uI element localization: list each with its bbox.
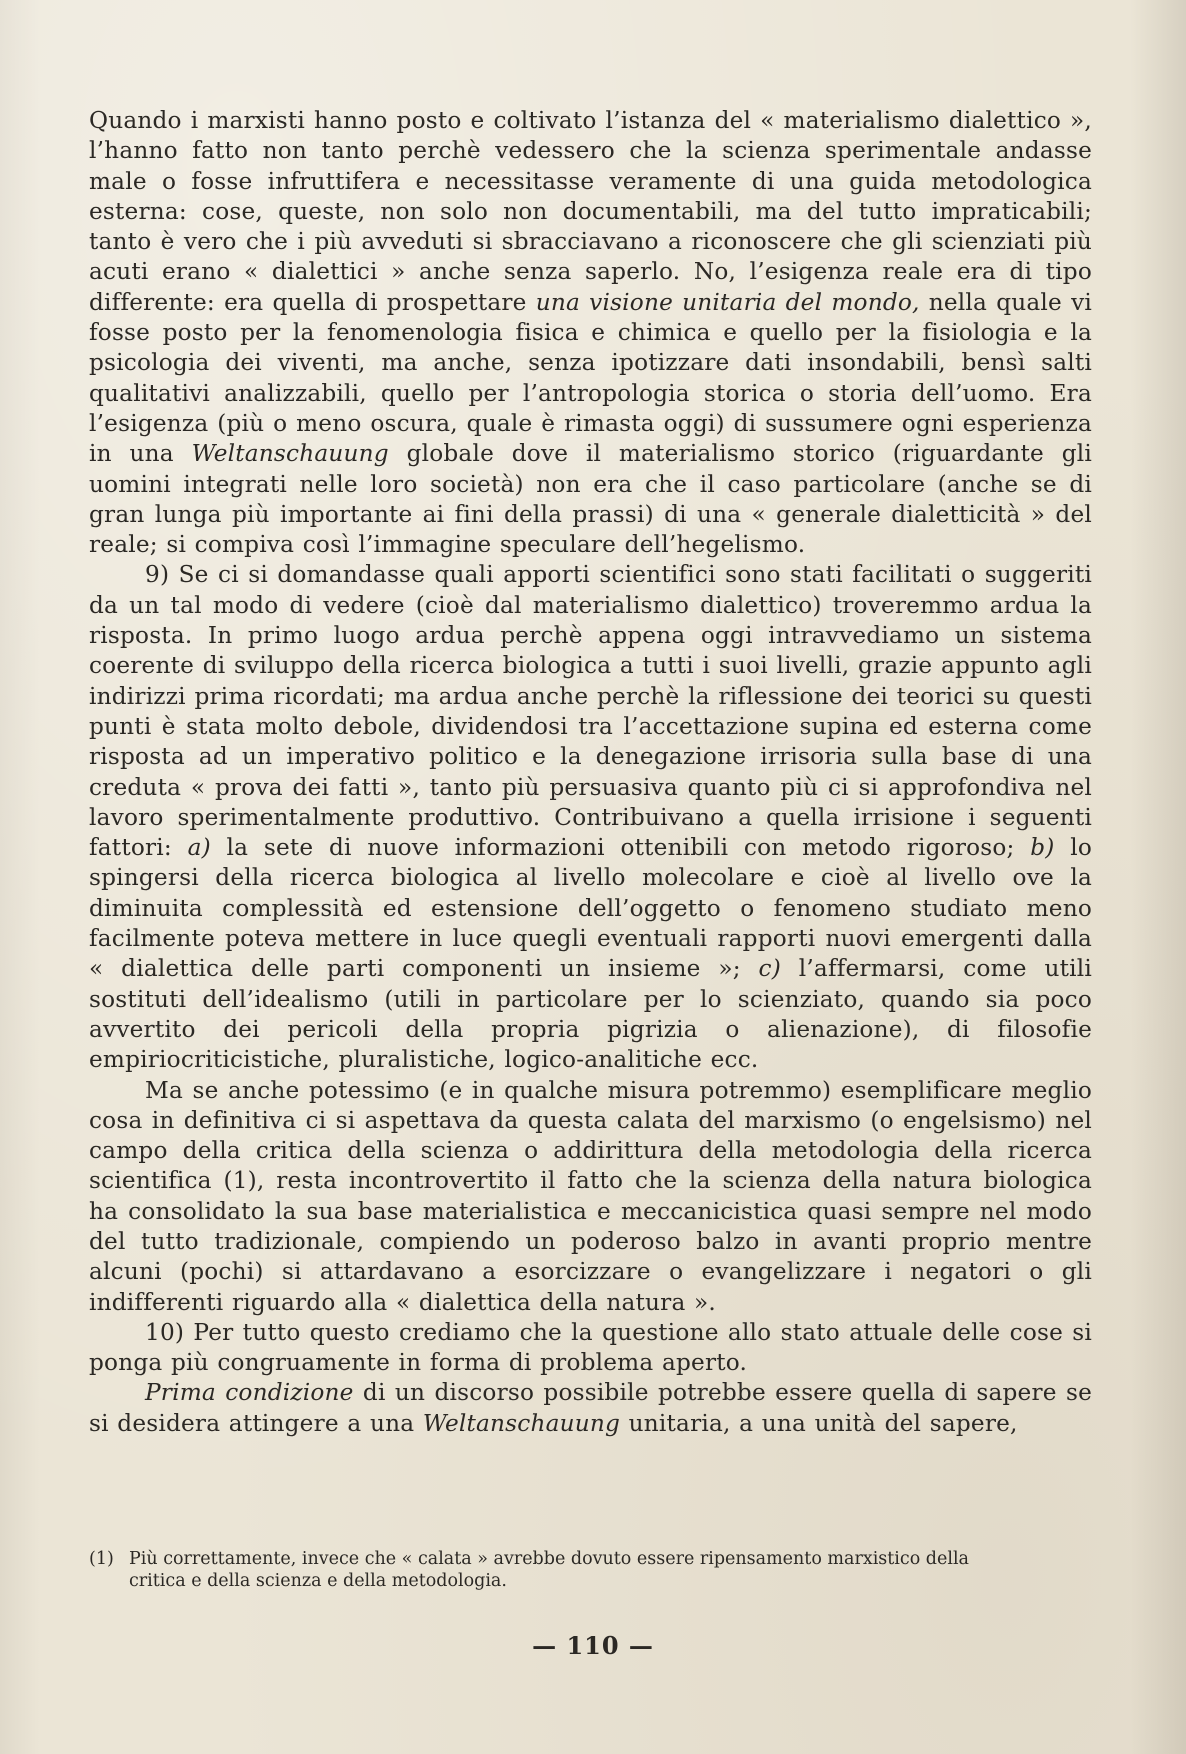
footnote-text-1: Più correttamente, invece che « calata » avrebbe dovuto essere ripensamento marxistico della: [129, 1549, 969, 1569]
body-text: [89, 106, 1092, 1439]
text-segment: l’affermarsi, come utili sostituti dell’idealismo (utili in particolare per lo scienziato, quando sia poco avvertito dei pericoli della propria pigrizia o alienazione), di filosofie empiriocriticistiche, pluralistiche, logico-analitiche ecc.: [89, 955, 1092, 1074]
text-segment: lo spingersi della ricerca biologica al livello molecolare e cioè al livello ove la diminuita complessità ed estensione dell’oggetto o fenomeno studiato meno facilmente poteva mettere in luce quegli eventuali rapporti nuovi emergenti dalla « dialettica delle parti componenti un insieme »;: [89, 834, 1092, 983]
text-segment: globale dove il materialismo storico (riguardante gli uomini integrati nelle loro società) non era che il caso particolare (anche se di gran lunga più importante ai fini della prassi) di una « generale dialetticità » del reale; si compiva così l’immagine speculare dell’hegelismo.: [89, 440, 1093, 559]
text-segment: 10) Per tutto questo crediamo che la questione allo stato attuale delle cose si ponga più congruamente in forma di problema aperto.: [89, 1318, 1092, 1377]
paragraph: [89, 1076, 1092, 1318]
paragraph: [89, 106, 1092, 560]
footnote-line-2: critica e della scienza e della metodologia.: [129, 1571, 507, 1591]
italic-text: Weltanschauung: [191, 440, 389, 468]
text-segment: nella quale vi fosse posto per la fenomenologia fisica e chimica e quello per la fisiologia e la psicologia dei viventi, ma anche, senza ipotizzare dati insondabili, bensì salti qualitativi analizzabili, quello per l’antropologia storica o storia dell’uomo. Era l’esigenza (più o meno oscura, quale è rimasta oggi) di sussumere ogni esperienza in una: [89, 288, 1092, 468]
paragraph: [89, 1318, 1092, 1379]
italic-text: una visione unitaria del mondo,: [535, 288, 920, 316]
text-segment: di un discorso possibile potrebbe essere quella di sapere se si desidera attingere a una: [89, 1379, 1092, 1437]
paragraph: [89, 1378, 1092, 1439]
italic-text: a): [187, 834, 211, 862]
text-segment: Ma se anche potessimo (e in qualche misura potremmo) esemplificare meglio cosa in definitiva ci si aspettava da questa calata del marxismo (o engelsismo) nel campo della critica della scienza o addirittura della metodologia della ricerca scientifica (1), resta incontrovertito il fatto che la scienza della natura biologica ha consolidato la sua base materialistica e meccanicistica quasi sempre nel modo del tutto tradizionale, compiendo un poderoso balzo in avanti proprio mentre alcuni (pochi) si attardavano a esorcizzare o evangelizzare i negatori o gli indifferenti riguardo alla « dialettica della natura ».: [89, 1076, 1092, 1316]
italic-text: c): [758, 955, 781, 983]
footnote: [89, 1548, 1092, 1592]
text-segment: 9) Se ci si domandasse quali apporti scientifici sono stati facilitati o suggeriti da un tal modo di vedere (cioè dal materialismo dialettico) troveremmo ardua la risposta. In primo luogo ardua perchè appena oggi intravvediamo un sistema coerente di sviluppo della ricerca biologica a tutti i suoi livelli, grazie appunto agli indirizzi prima ricordati; ma ardua anche perchè la riflessione dei teorici su questi punti è stata molto debole, dividendosi tra l’accettazione supina ed esterna come risposta ad un imperativo politico e la denegazione irrisoria sulla base di una creduta « prova dei fatti », tanto più persuasiva quanto più ci si approfondiva nel lavoro sperimentalmente produttivo. Contribuivano a quella irrisione i seguenti fattori:: [89, 561, 1092, 862]
italic-text: Weltanschauung: [422, 1409, 621, 1437]
paragraph: [89, 560, 1092, 1075]
italic-text: Prima condizione: [145, 1379, 354, 1407]
text-segment: unitaria, a una unità del sapere,: [620, 1409, 1018, 1437]
page-number: — 110 —: [532, 1631, 654, 1660]
footnote-line-1: [89, 1548, 1092, 1570]
text-segment: la sete di nuove informazioni ottenibili con metodo rigoroso;: [210, 834, 1031, 862]
italic-text: b): [1030, 834, 1055, 862]
text-segment: Quando i marxisti hanno posto e coltivato l’istanza del « materialismo dialettico », l’hanno fatto non tanto perchè vedessero che la scienza sperimentale andasse male o fosse infruttifera e necessitasse veramente di una guida metodologica esterna: cose, queste, non solo non documentabili, ma del tutto impraticabili; tanto è vero che i più avveduti si sbracciavano a riconoscere che gli scienziati più acuti erano « dialettici » anche senza saperlo. No, l’esigenza reale era di tipo differente: era quella di prospettare: [89, 107, 1092, 316]
footnote-number: (1): [89, 1549, 114, 1569]
